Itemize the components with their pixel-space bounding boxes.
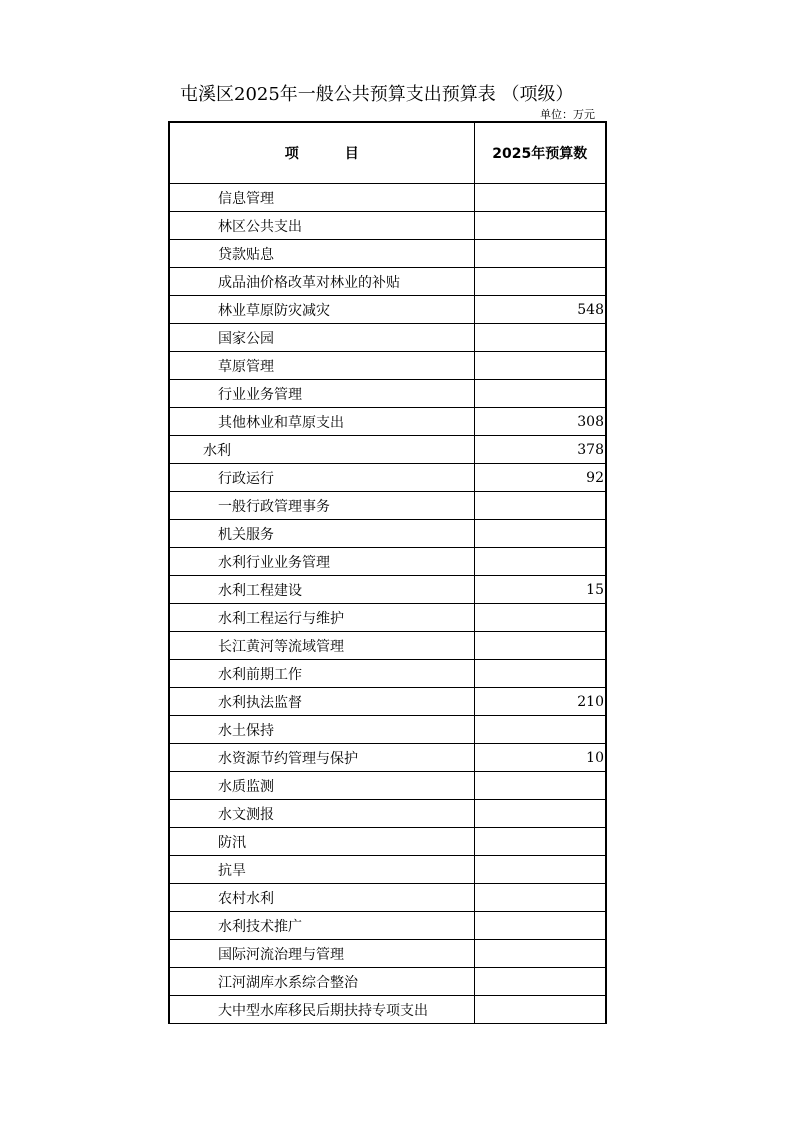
page-title: 屯溪区2025年一般公共预算支出预算表 （项级） (180, 84, 574, 105)
row-item-label: 行政运行 (169, 464, 474, 492)
row-amount-value (474, 800, 606, 828)
table-row (169, 828, 606, 856)
row-amount-value (474, 940, 606, 968)
table-row (169, 212, 606, 240)
row-item-label: 水质监测 (169, 772, 474, 800)
row-item-label: 信息管理 (169, 184, 474, 212)
row-amount-value (474, 604, 606, 632)
table-row (169, 744, 606, 772)
table-row (169, 464, 606, 492)
row-item-label: 长江黄河等流域管理 (169, 632, 474, 660)
table-row (169, 548, 606, 576)
table-row (169, 996, 606, 1024)
row-item-label: 成品油价格改革对林业的补贴 (169, 268, 474, 296)
column-header-item (169, 122, 474, 184)
row-amount-value: 378 (474, 436, 606, 464)
table-body (169, 184, 606, 1024)
row-item-label: 水利执法监督 (169, 688, 474, 716)
table-row (169, 520, 606, 548)
table-header-row (169, 122, 606, 184)
row-amount-value: 10 (474, 744, 606, 772)
row-amount-value (474, 212, 606, 240)
table-row (169, 324, 606, 352)
row-item-label: 其他林业和草原支出 (169, 408, 474, 436)
row-item-label: 草原管理 (169, 352, 474, 380)
row-item-label: 机关服务 (169, 520, 474, 548)
table-row (169, 912, 606, 940)
row-item-label: 防汛 (169, 828, 474, 856)
row-item-label: 行业业务管理 (169, 380, 474, 408)
unit-label: 单位：万元 (540, 108, 595, 121)
row-amount-value (474, 716, 606, 744)
row-item-label: 江河湖库水系综合整治 (169, 968, 474, 996)
row-amount-value (474, 996, 606, 1024)
row-amount-value (474, 772, 606, 800)
budget-table (168, 121, 607, 1024)
row-item-label: 水利技术推广 (169, 912, 474, 940)
table-row (169, 884, 606, 912)
row-amount-value (474, 884, 606, 912)
row-amount-value (474, 912, 606, 940)
row-item-label: 林业草原防灾减灾 (169, 296, 474, 324)
table-row (169, 576, 606, 604)
table-row (169, 716, 606, 744)
table-row (169, 352, 606, 380)
row-amount-value: 210 (474, 688, 606, 716)
row-item-label: 水资源节约管理与保护 (169, 744, 474, 772)
row-item-label: 一般行政管理事务 (169, 492, 474, 520)
table-row (169, 240, 606, 268)
row-item-label: 农村水利 (169, 884, 474, 912)
row-item-label: 水利工程建设 (169, 576, 474, 604)
table-row (169, 772, 606, 800)
row-amount-value (474, 492, 606, 520)
table-row (169, 856, 606, 884)
table-row (169, 492, 606, 520)
table-row (169, 968, 606, 996)
row-amount-value (474, 856, 606, 884)
row-item-label: 国际河流治理与管理 (169, 940, 474, 968)
row-item-label: 水利前期工作 (169, 660, 474, 688)
column-header-item-part1: 项 (284, 146, 299, 162)
row-amount-value (474, 548, 606, 576)
row-amount-value (474, 268, 606, 296)
row-item-label: 国家公园 (169, 324, 474, 352)
column-header-amount: 2025年预算数 (474, 122, 606, 184)
row-item-label: 水文测报 (169, 800, 474, 828)
row-amount-value: 92 (474, 464, 606, 492)
row-item-label: 抗旱 (169, 856, 474, 884)
row-item-label: 水利行业业务管理 (169, 548, 474, 576)
row-amount-value (474, 380, 606, 408)
row-item-label: 水利工程运行与维护 (169, 604, 474, 632)
row-amount-value (474, 828, 606, 856)
row-item-label: 水利 (169, 436, 474, 464)
row-amount-value (474, 520, 606, 548)
row-amount-value: 548 (474, 296, 606, 324)
row-amount-value (474, 968, 606, 996)
row-amount-value (474, 184, 606, 212)
table-row (169, 184, 606, 212)
table-row (169, 268, 606, 296)
row-item-label: 水土保持 (169, 716, 474, 744)
row-amount-value (474, 632, 606, 660)
table-row (169, 436, 606, 464)
table-row (169, 632, 606, 660)
row-item-label: 贷款贴息 (169, 240, 474, 268)
row-amount-value (474, 660, 606, 688)
column-header-item-part2: 目 (344, 146, 359, 162)
table-row (169, 688, 606, 716)
row-item-label: 林区公共支出 (169, 212, 474, 240)
table-row (169, 296, 606, 324)
row-amount-value: 15 (474, 576, 606, 604)
table-row (169, 660, 606, 688)
row-amount-value: 308 (474, 408, 606, 436)
row-amount-value (474, 240, 606, 268)
table-row (169, 380, 606, 408)
table-row (169, 604, 606, 632)
table-row (169, 940, 606, 968)
row-amount-value (474, 352, 606, 380)
table-row (169, 408, 606, 436)
table-row (169, 800, 606, 828)
row-item-label: 大中型水库移民后期扶持专项支出 (169, 996, 474, 1024)
row-amount-value (474, 324, 606, 352)
